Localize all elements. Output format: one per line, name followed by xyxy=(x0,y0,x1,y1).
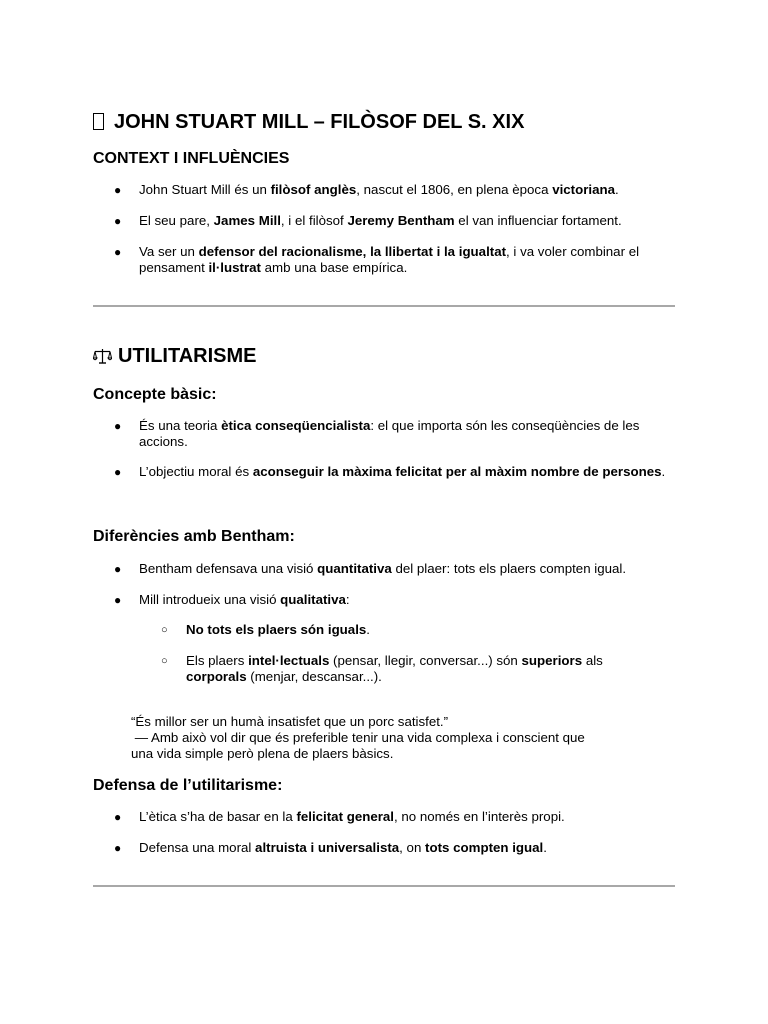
list-item: És una teoria ètica conseqüencialista: el que importa són les conseqüències de les accions. xyxy=(139,418,640,449)
section-title-utilitarisme xyxy=(93,344,257,368)
list-item: El seu pare, James Mill, i el filòsof Jeremy Bentham el van influenciar fortament. xyxy=(139,213,622,228)
list-item: L’objectiu moral és aconseguir la màxima felicitat per al màxim nombre de persones. xyxy=(139,464,666,479)
bullet-icon: ● xyxy=(114,841,122,855)
bullet-icon: ● xyxy=(114,593,122,607)
bullet-icon: ● xyxy=(114,419,122,433)
missing-glyph-box-icon xyxy=(93,113,104,130)
quote-explanation-line: — Amb això vol dir que és preferible tenir una vida complexa i conscient que xyxy=(131,730,585,745)
heading-concepte-basic: Concepte bàsic: xyxy=(93,386,217,403)
horizontal-divider xyxy=(93,885,675,887)
bullet-icon: ● xyxy=(114,810,122,824)
quote-block xyxy=(131,714,651,762)
circle-bullet-icon: ○ xyxy=(161,624,168,636)
quote-text: “És millor ser un humà insatisfet que un porc satisfet.” xyxy=(131,714,449,729)
circle-bullet-icon: ○ xyxy=(161,655,168,667)
quote-explanation-line: una vida simple però plena de plaers bàsics. xyxy=(131,746,394,761)
sub-list-item: No tots els plaers són iguals. xyxy=(186,622,370,637)
bullet-icon: ● xyxy=(114,465,122,479)
horizontal-divider xyxy=(93,305,675,307)
list-item: John Stuart Mill és un filòsof anglès, nascut el 1806, en plena època victoriana. xyxy=(139,182,619,197)
sub-list-item: Els plaers intel·lectuals (pensar, llegir, conversar...) són superiors als corporals (menjar, descansar...). xyxy=(186,653,603,684)
heading-diferencies: Diferències amb Bentham: xyxy=(93,528,295,545)
list-item: Bentham defensava una visió quantitativa del plaer: tots els plaers compten igual. xyxy=(139,561,627,576)
balance-scale-icon xyxy=(93,348,112,364)
list-item: Mill introdueix una visió qualitativa: xyxy=(139,592,350,607)
heading-defensa: Defensa de l’utilitarisme: xyxy=(93,777,283,794)
bullet-icon: ● xyxy=(114,183,122,197)
list-item: Va ser un defensor del racionalisme, la llibertat i la igualtat, i va voler combinar el pensament il·lustrat amb una base empírica. xyxy=(139,244,640,275)
list-item: Defensa una moral altruista i universalista, on tots compten igual. xyxy=(139,840,547,855)
bullet-icon: ● xyxy=(114,214,122,228)
bullet-icon: ● xyxy=(114,245,122,259)
section-title-text: UTILITARISME xyxy=(118,345,257,367)
section-title-text: JOHN STUART MILL – FILÒSOF DEL S. XIX xyxy=(114,111,525,133)
section-title-mill xyxy=(93,110,524,134)
subtitle-context: CONTEXT I INFLUÈNCIES xyxy=(93,150,290,167)
list-item: L’ètica s’ha de basar en la felicitat general, no només en l’interès propi. xyxy=(139,809,565,824)
bullet-icon: ● xyxy=(114,562,122,576)
